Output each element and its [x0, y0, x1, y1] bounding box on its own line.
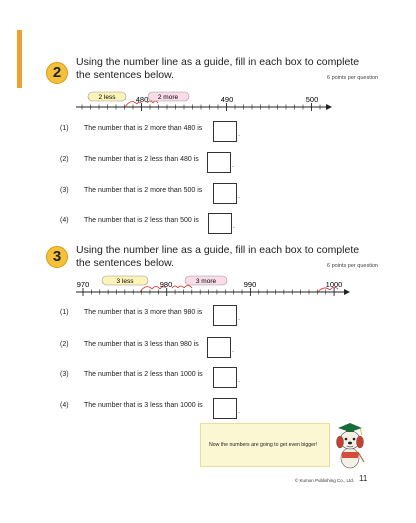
- dog-mascot-icon: [330, 418, 370, 470]
- item-period: .: [238, 193, 240, 200]
- answer-box[interactable]: [213, 305, 237, 326]
- item-period: .: [238, 315, 240, 322]
- question-number: 2: [46, 62, 68, 84]
- answer-box[interactable]: [213, 398, 237, 419]
- answer-box[interactable]: [207, 337, 231, 358]
- item-text: The number that is 3 less than 980 is: [84, 341, 199, 348]
- question-item: [0, 337, 300, 357]
- instruction-text: Using the number line as a guide, fill in each box to complete the sentences below.: [76, 56, 360, 81]
- item-period: .: [232, 347, 234, 354]
- tick-label: 500: [305, 95, 319, 104]
- bubble-more-text: 2 more: [157, 94, 179, 101]
- item-text: The number that is 2 less than 1000 is: [84, 371, 203, 378]
- tick-label: 980: [159, 280, 173, 289]
- page-number: 11: [359, 474, 368, 483]
- question-number: 3: [46, 246, 68, 268]
- item-number: (1): [60, 125, 69, 132]
- item-text: The number that is 2 less than 500 is: [84, 217, 199, 224]
- bubble-more-text: 3 more: [195, 278, 217, 285]
- tip-text: Now the numbers are going to get even bigger!: [209, 442, 318, 448]
- item-period: .: [238, 377, 240, 384]
- points-note: 6 points per question: [327, 75, 379, 81]
- item-number: (2): [60, 341, 69, 348]
- item-number: (2): [60, 156, 69, 163]
- bubble-less-text: 3 less: [116, 278, 134, 285]
- tick-label: 970: [76, 280, 90, 289]
- copyright-text: © Kumon Publishing Co., Ltd.: [294, 478, 354, 483]
- points-note: 6 points per question: [327, 263, 379, 269]
- tip-box: [200, 423, 330, 467]
- tick-label: 480: [135, 95, 149, 104]
- item-period: .: [238, 131, 240, 138]
- item-number: (4): [60, 402, 69, 409]
- question-item: [0, 398, 300, 418]
- instruction-text: Using the number line as a guide, fill in each box to complete the sentences below.: [76, 244, 360, 269]
- item-text: The number that is 2 more than 480 is: [84, 125, 203, 132]
- answer-box[interactable]: [213, 367, 237, 388]
- item-number: (3): [60, 187, 69, 194]
- item-period: .: [233, 223, 235, 230]
- tick-label: 1000: [325, 280, 343, 289]
- item-text: The number that is 3 less than 1000 is: [84, 402, 203, 409]
- item-number: (4): [60, 217, 69, 224]
- tick-label: 990: [243, 280, 257, 289]
- item-period: .: [232, 162, 234, 169]
- item-text: The number that is 2 less than 480 is: [84, 156, 199, 163]
- question-item: [0, 367, 300, 387]
- question-item: [0, 305, 300, 325]
- tick-label: 490: [220, 95, 234, 104]
- item-text: The number that is 2 more than 500 is: [84, 187, 203, 194]
- item-number: (1): [60, 309, 69, 316]
- bubble-less-text: 2 less: [98, 94, 116, 101]
- item-text: The number that is 3 more than 980 is: [84, 309, 203, 316]
- item-number: (3): [60, 371, 69, 378]
- item-period: .: [238, 408, 240, 415]
